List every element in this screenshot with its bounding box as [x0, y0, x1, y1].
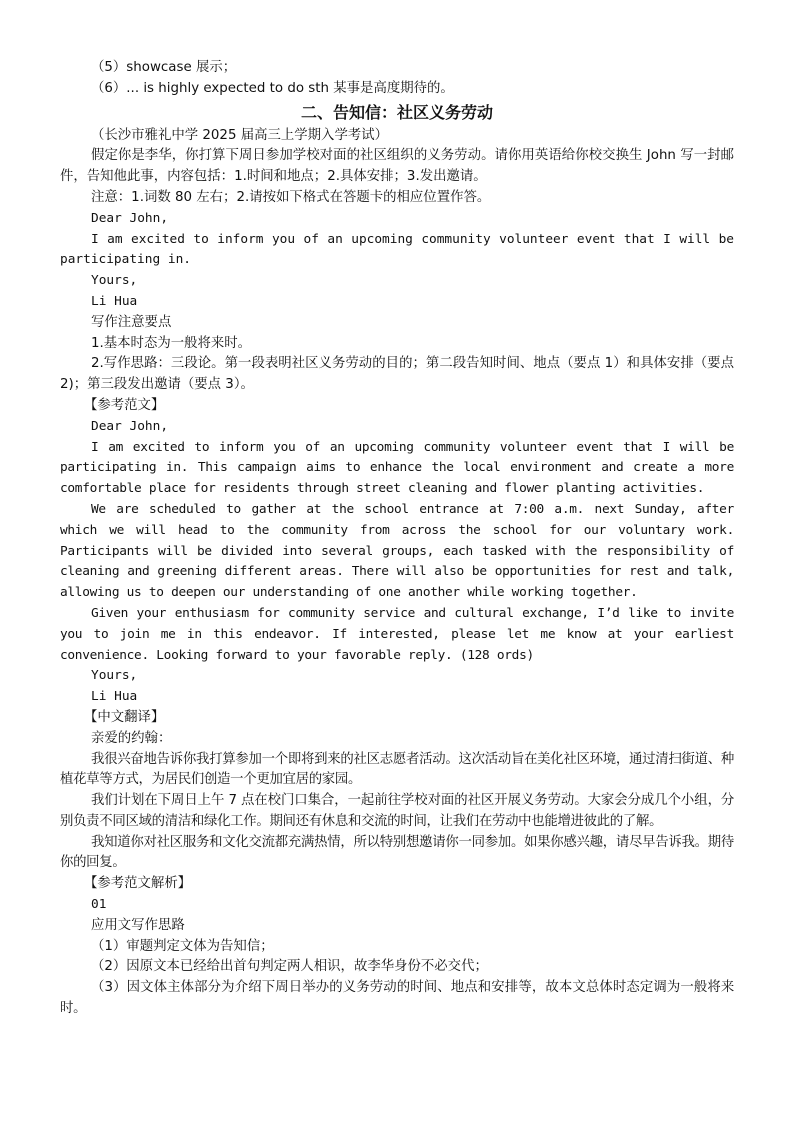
intro-item-5: （5）showcase 展示；	[91, 60, 237, 75]
translation-paragraph-3: 我知道你对社区服务和文化交流都充满热情，所以特别想邀请你一同参加。如果你感兴趣，请尽早告诉我。期待你的回复。	[60, 834, 734, 871]
prompt-note: 注意：1.词数 80 左右；2.请按如下格式在答题卡的相应位置作答。	[91, 189, 491, 205]
prompt-signature: Li Hua	[91, 293, 138, 309]
prompt-salutation: Dear John,	[91, 210, 169, 226]
translation-heading: 【中文翻译】	[84, 709, 165, 725]
model-salutation: Dear John,	[91, 418, 169, 434]
model-paragraph-2: We are scheduled to gather at the school entrance at 7:00 a.m. next Sunday, after which we will head to the community from across the school for our voluntary work. Participants will be divided into several groups, each tasked with the responsibility of cleaning and greening different areas. There will also be opportunities for rest and talk, allowing us to deepen our understanding of one another while working together.	[60, 501, 734, 601]
model-heading: 【参考范文】	[84, 397, 165, 413]
translation-paragraph-1: 我很兴奋地告诉你我打算参加一个即将到来的社区志愿者活动。这次活动旨在美化社区环境，通过清扫街道、种植花草等方式，为居民们创造一个更加宜居的家园。	[60, 751, 734, 788]
section-title: 二、告知信：社区义务劳动	[300, 102, 493, 122]
analysis-subheading: 应用文写作思路	[91, 917, 185, 933]
analysis-heading: 【参考范文解析】	[84, 876, 192, 892]
model-paragraph-3: Given your enthusiasm for community service and cultural exchange, I’d like to invite you to join me in this endeavor. If interested, please let me know at your earliest convenience. Looking forward to your favorable reply. (128 ords)	[60, 605, 734, 663]
intro-item-6: （6）... is highly expected to do sth 某事是高度期待的。	[91, 80, 454, 96]
translation-paragraph-2: 我们计划在下周日上午 7 点在校门口集合，一起前往学校对面的社区开展义务劳动。大家会分成几个小组，分别负责不同区域的清洁和绿化工作。期间还有休息和交流的时间，让我们在劳动中也能增进彼此的了解。	[60, 793, 734, 829]
guide-point-2: 2.写作思路：三段论。第一段表明社区义务劳动的目的；第二段告知时间、地点（要点 1）和具体安排（要点 2)；第三段发出邀请（要点 3）。	[60, 356, 734, 393]
prompt-task: 假定你是李华，你打算下周日参加学校对面的社区组织的义务劳动。请你用英语给你校交换生 John 写一封邮件，告知他此事，内容包括：1.时间和地点；2.具体安排；3.发出邀请。	[60, 148, 734, 185]
document-page	[60, 58, 734, 1020]
model-signature: Li Hua	[91, 689, 138, 705]
prompt-closing: Yours,	[91, 273, 138, 289]
analysis-item-2: （2）因原文本已经给出首句判定两人相识，故李华身份不必交代；	[91, 959, 488, 975]
analysis-number: 01	[91, 897, 107, 913]
analysis-item-1: （1）审题判定文体为告知信；	[91, 938, 274, 954]
prompt-opening: I am excited to inform you of an upcoming community volunteer event that I will be participating in.	[60, 231, 734, 268]
source-line: （长沙市雅礼中学 2025 届高三上学期入学考试）	[91, 127, 389, 143]
model-paragraph-1: I am excited to inform you of an upcoming community volunteer event that I will be participating in. This campaign aims to enhance the local environment and create a more comfortable place for residents through street cleaning and flower planting activities.	[60, 439, 734, 497]
guide-heading: 写作注意要点	[91, 314, 172, 330]
translation-salutation: 亲爱的约翰：	[91, 730, 172, 746]
analysis-item-3: （3）因文体主体部分为介绍下周日举办的义务劳动的时间、地点和安排等，故本文总体时态定调为一般将来时。	[60, 980, 734, 1017]
guide-point-1: 1.基本时态为一般将来时。	[91, 335, 252, 351]
model-closing: Yours,	[91, 668, 138, 684]
